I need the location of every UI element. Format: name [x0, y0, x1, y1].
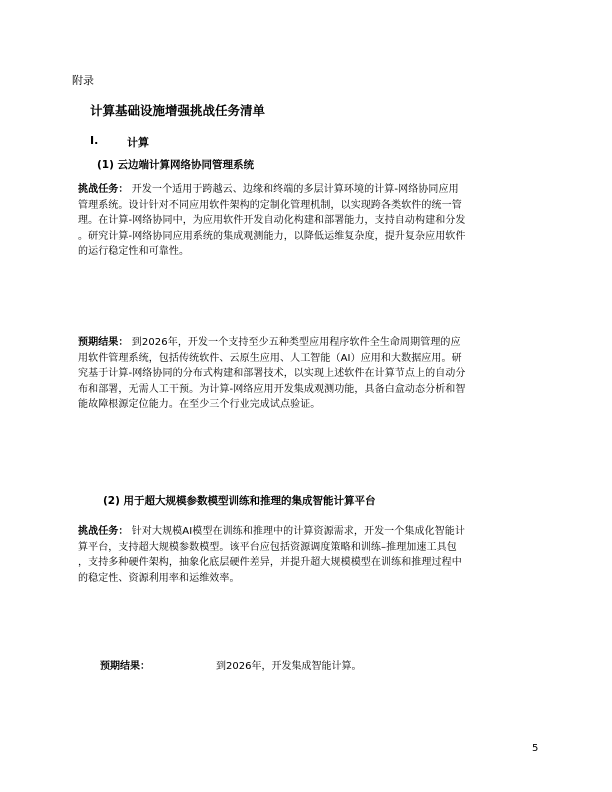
paragraph-line: 管理系统。设计针对不同应用软件架构的定制化管理机制，以实现跨各类软件的统一管	[78, 199, 462, 211]
paragraph-line	[78, 335, 540, 351]
section-name: 计算	[127, 136, 149, 149]
paragraph-line: 的稳定性、资源利用率和运维效率。	[78, 572, 240, 584]
page-number: 5	[532, 743, 539, 754]
paragraph-line	[78, 524, 540, 540]
challenge-label: 挑战任务：	[78, 184, 129, 195]
paragraph-line: 布和部署，无需人工干预。为计算-网络应用开发集成观测功能，具备白盒动态分析和智	[78, 383, 466, 395]
result-label-2: 预期结果：	[100, 661, 150, 672]
challenge-paragraph-2	[78, 524, 540, 586]
result-paragraph-1	[78, 335, 540, 413]
challenge-paragraph-1	[78, 182, 540, 260]
challenge-label: 挑战任务：	[78, 526, 129, 537]
paragraph-line: 用软件管理系统，包括传统软件、云原生应用、人工智能（AI）应用和大数据应用。研	[78, 352, 462, 364]
line-text: 开发一个适用于跨越云、边缘和终端的多层计算环境的计算-网络协同应用	[131, 184, 459, 195]
subsection-heading-1: (1) 云边端计算网络协同管理系统	[97, 159, 255, 171]
appendix-label: 附录	[72, 74, 94, 87]
result-text-2: 到2026年，开发集成智能计算。	[216, 661, 362, 672]
paragraph-line: 究基于计算-网络协同的分布式构建和部署技术，以实现上述软件在计算节点上的自动分	[78, 368, 466, 379]
paragraph-line: 的运行稳定性和可靠性。	[78, 246, 190, 257]
subsection-heading-2: (2) 用于超大规模参数模型训练和推理的集成智能计算平台	[103, 495, 376, 507]
paragraph-line: 能故障根源定位能力。在至少三个行业完成试点验证。	[78, 399, 321, 410]
document-title: 计算基础设施增强挑战任务清单	[90, 103, 266, 118]
paragraph-line: ，支持多种硬件架构，抽象化底层硬件差异，并提升超大规模模型在训练和推理过程中	[78, 557, 462, 568]
paragraph-line	[78, 182, 540, 198]
result-label: 预期结果：	[78, 337, 129, 348]
paragraph-line: 。研究计算-网络协同应用系统的集成观测能力，以降低运维复杂度，提升复杂应用软件	[78, 230, 466, 242]
line-text: 到2026年，开发一个支持至少五种类型应用程序软件全生命周期管理的应	[131, 337, 461, 348]
line-text: 针对大规模AI模型在训练和推理中的计算资源需求，开发一个集成化智能计	[131, 526, 465, 537]
paragraph-line: 理。在计算-网络协同中，为应用软件开发自动化构建和部署能力，支持自动构建和分发	[78, 215, 466, 226]
paragraph-line: 算平台，支持超大规模参数模型。该平台应包括资源调度策略和训练–推理加速工具包	[78, 541, 457, 553]
section-number: I.	[90, 134, 99, 147]
